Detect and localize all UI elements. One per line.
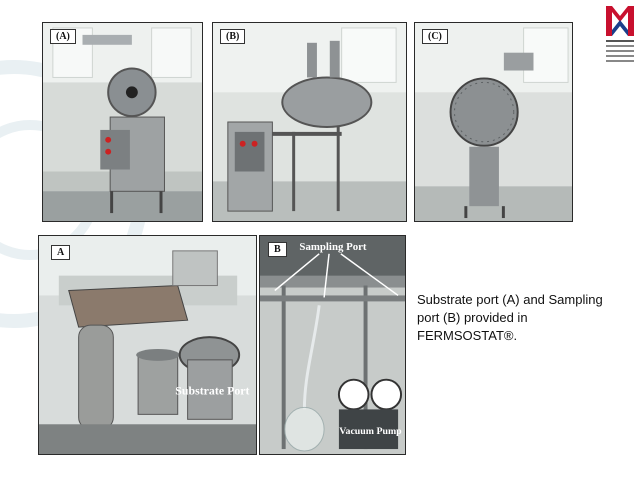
- sampling-port-annotation: Sampling Port: [299, 240, 367, 253]
- institution-logo: [603, 4, 637, 72]
- vacuum-pump-annotation: Vacuum Pump: [339, 426, 402, 438]
- photo-fermsostat-side: [212, 22, 407, 222]
- panel-label: (C): [422, 29, 448, 44]
- figure-caption: Substrate port (A) and Sampling port (B) provided in FERMSOSTAT®.: [417, 292, 603, 343]
- photo-fermsostat-back: [414, 22, 573, 222]
- panel-label: (B): [220, 29, 245, 44]
- photo-fermsostat-front: [42, 22, 203, 222]
- photo-sampling-port: [259, 235, 406, 455]
- photo-substrate-port: [38, 235, 257, 455]
- panel-label: A: [51, 245, 70, 260]
- substrate-port-annotation: Substrate Port: [175, 383, 250, 398]
- panel-label: B: [268, 242, 287, 257]
- panel-label: (A): [50, 29, 76, 44]
